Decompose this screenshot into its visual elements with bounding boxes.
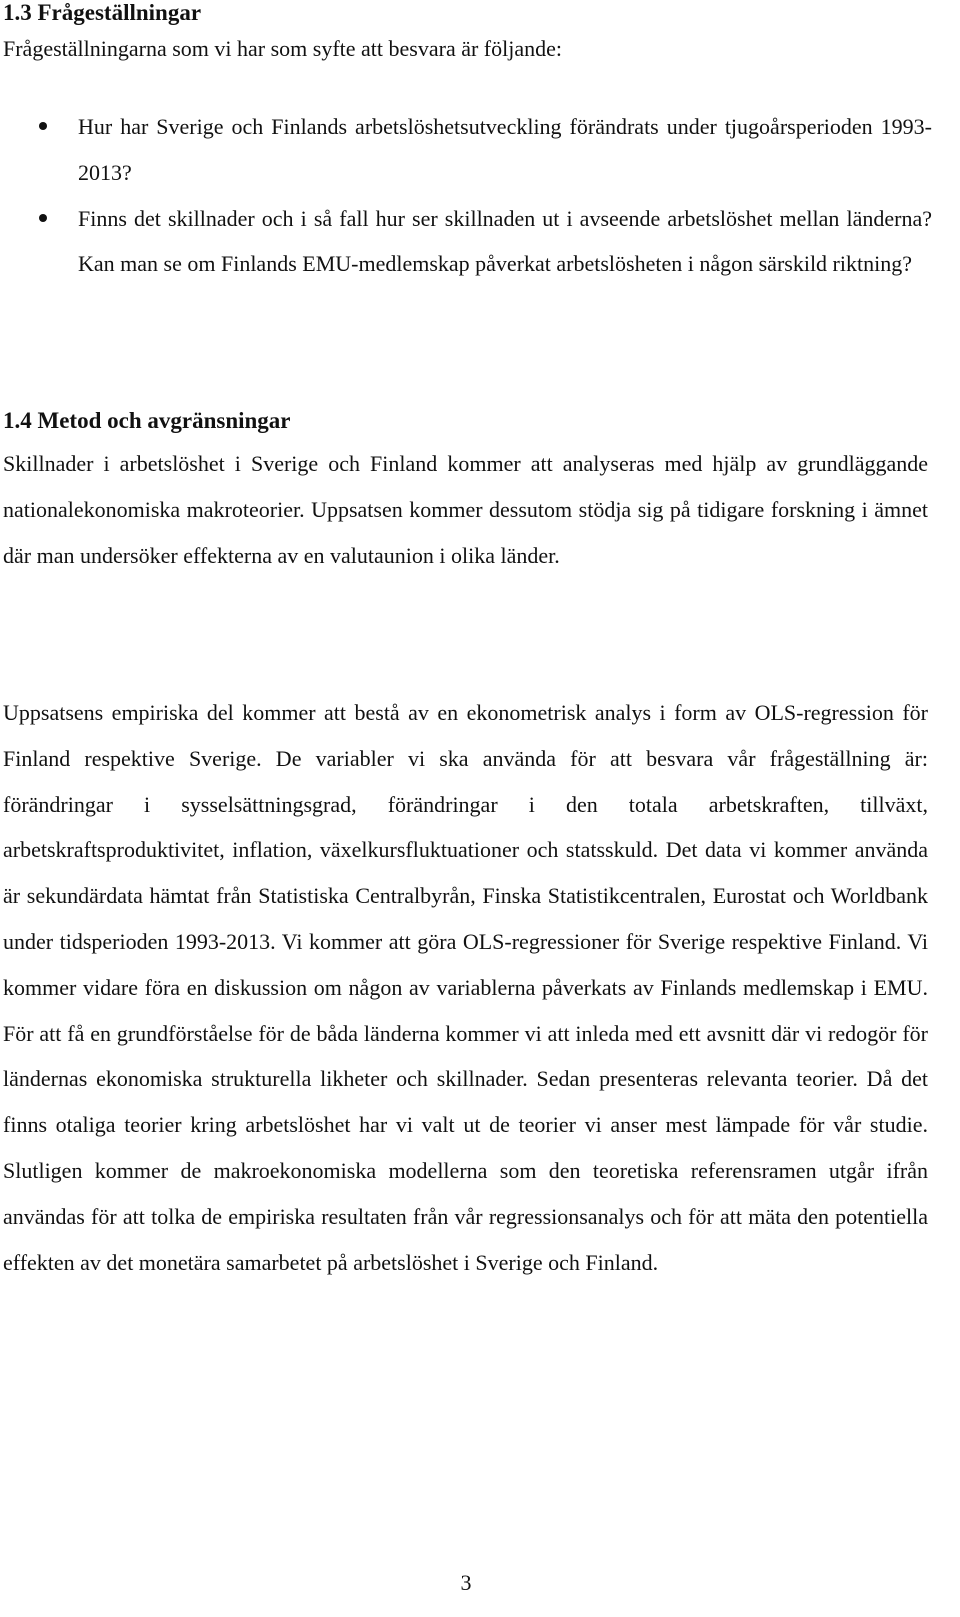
list-item [0, 196, 932, 288]
bullet-icon [39, 214, 47, 222]
list-item [0, 104, 932, 196]
section-heading-1-4: 1.4 Metod och avgränsningar [3, 408, 291, 433]
list-item-text: Finns det skillnader och i så fall hur ser skillnaden ut i avseende arbetslöshet mellan länderna? Kan man se om Finlands EMU-medlemskap påverkat arbetslösheten i någon särskild riktning? [78, 205, 932, 277]
section-heading-1-3: 1.3 Frågeställningar [3, 0, 202, 25]
method-paragraph-1: Skillnader i arbetslöshet i Sverige och Finland kommer att analyseras med hjälp av grundläggande nationalekonomiska makroteorier. Uppsatsen kommer dessutom stödja sig på tidigare forskning i ämnet där man undersöker effekterna av en valutaunion i olika länder. [3, 451, 928, 568]
research-questions-list [0, 104, 932, 287]
bullet-icon [39, 122, 47, 130]
list-item-text: Hur har Sverige och Finlands arbetslöshetsutveckling förändrats under tjugoårsperioden 1993-2013? [78, 114, 932, 185]
method-paragraph-2: Uppsatsens empiriska del kommer att bestå av en ekonometrisk analys i form av OLS-regression för Finland respektive Sverige. De variabler vi ska använda för att besvara vår frågeställning är: förändringar i sysselsättningsgrad, förändringar i den totala arbetskraften, tillväxt, arbetskraftsproduktivitet, inflation, växelkursfluktuationer och statsskuld. Det data vi kommer använda är sekundärdata hämtat från Statistiska Centralbyrån, Finska Statistikcentralen, Eurostat och Worldbank under tidsperioden 1993-2013. Vi kommer att göra OLS-regressioner för Sverige respektive Finland. Vi kommer vidare föra en diskussion om någon av variablerna påverkats av Finlands medlemskap i EMU. För att få en grundförståelse för de båda länderna kommer vi att inleda med ett avsnitt där vi redogör för ländernas ekonomiska strukturella likheter och skillnader. Sedan presenteras relevanta teorier. Då det finns otaliga teorier kring arbetslöshet har vi valt ut de teorier vi anser mest lämpade för vår studie. Slutligen kommer de makroekonomiska modellerna som den teoretiska referensramen utgår ifrån användas för att tolka de empiriska resultaten från vår regressionsanalys och för att mäta den potentiella effekten av det monetära samarbetet på arbetslöshet i Sverige och Finland. [3, 700, 928, 1275]
section-1-3-intro: Frågeställningarna som vi har som syfte att besvara är följande: [3, 36, 562, 61]
page-number: 3 [460, 1570, 472, 1595]
